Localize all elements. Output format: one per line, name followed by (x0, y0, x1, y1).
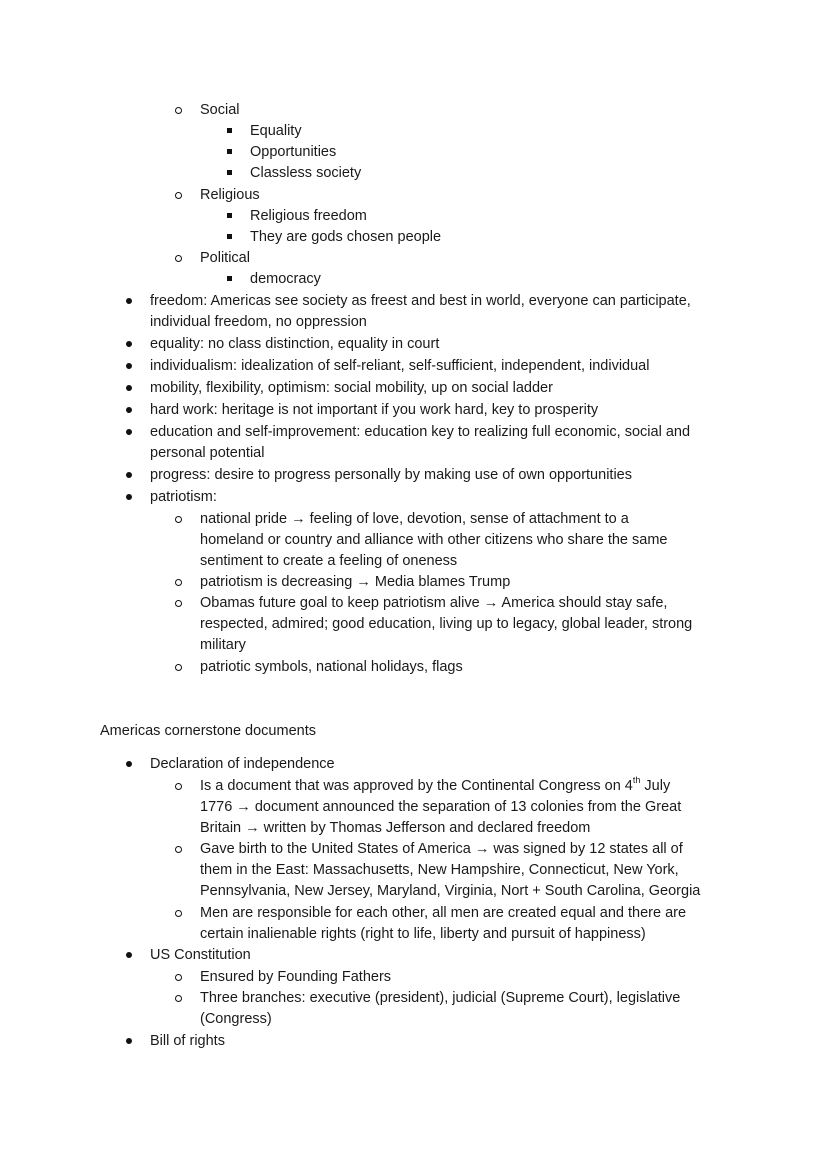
outline-text: Religious freedom (250, 208, 367, 224)
outline-item-mobility (0, 378, 828, 399)
outline-text: certain inalienable rights (right to life, liberty and pursuit of happiness) (200, 926, 646, 942)
outline-continuation (0, 530, 828, 551)
outline-text: patriotism: (150, 489, 217, 505)
outline-text: Ensured by Founding Fathers (200, 969, 392, 985)
outline-text: Classless society (250, 165, 362, 181)
outline-text: They are gods chosen people (250, 229, 442, 245)
outline-text: Political (200, 250, 250, 266)
outline-continuation (0, 797, 828, 818)
outline-item-hard-work (0, 400, 828, 421)
outline-text: equality: no class distinction, equality in court (150, 336, 440, 352)
outline-text: sentiment to create a feeling of oneness (200, 553, 458, 569)
outline-item-individualism (0, 356, 828, 377)
text-segment: Is a document that was approved by the Continental Congress on 4 (200, 778, 633, 794)
ordinal-suffix: th (632, 775, 641, 786)
outline-text: national pride → feeling of love, devotion, sense of attachment to a (200, 511, 629, 527)
bullet-icon (126, 952, 132, 958)
bullet-icon (126, 363, 132, 369)
outline-text: democracy (250, 271, 321, 287)
outline-item-decreasing (0, 572, 828, 593)
outline-item-religious (0, 185, 828, 206)
outline-continuation (0, 1009, 828, 1030)
outline-text: freedom: Americas see society as freest and best in world, everyone can participate, (150, 293, 691, 309)
outline-text: Pennsylvania, New Jersey, Maryland, Virginia, Nort + South Carolina, Georgia (200, 883, 701, 899)
outline-text: respected, admired; good education, living up to legacy, global leader, strong (200, 616, 693, 632)
outline-continuation (0, 818, 828, 839)
outline-continuation (0, 312, 828, 333)
outline-text: homeland or country and alliance with other citizens who share the same (200, 532, 668, 548)
outline-item-constitution (0, 945, 828, 966)
outline-text: mobility, flexibility, optimism: social mobility, up on social ladder (150, 380, 553, 396)
bullet-icon (126, 407, 132, 413)
outline-item (0, 269, 828, 290)
outline-continuation (0, 881, 828, 902)
outline-item-education (0, 422, 828, 443)
outline-text: education and self-improvement: education key to realizing full economic, social and (150, 424, 691, 440)
bullet-icon (126, 385, 132, 391)
outline-text: patriotism is decreasing → Media blames Trump (200, 574, 511, 590)
outline-text (200, 776, 670, 797)
outline-item-rights (0, 903, 828, 924)
outline-item (0, 227, 828, 248)
circle-bullet-icon (175, 974, 182, 981)
section-heading-text: Americas cornerstone documents (100, 723, 316, 739)
outline-item-founders (0, 967, 828, 988)
outline-item-national-pride (0, 509, 828, 530)
outline-text: military (200, 637, 246, 653)
outline-item (0, 142, 828, 163)
outline-text: patriotic symbols, national holidays, flags (200, 659, 463, 675)
circle-bullet-icon (175, 783, 182, 790)
square-bullet-icon (227, 276, 232, 281)
outline-text: Bill of rights (150, 1033, 225, 1049)
text-segment: July (640, 778, 671, 794)
outline-item-branches (0, 988, 828, 1009)
outline-text: Declaration of independence (150, 756, 335, 772)
bullet-icon (126, 472, 132, 478)
outline-text: Social (200, 102, 240, 118)
outline-text: 1776 → document announced the separation of 13 colonies from the Great (200, 799, 682, 815)
outline-text: progress: desire to progress personally by making use of own opportunities (150, 467, 632, 483)
circle-bullet-icon (175, 600, 182, 607)
outline-text: Equality (250, 123, 302, 139)
outline-text: Opportunities (250, 144, 337, 160)
outline-item-obama (0, 593, 828, 614)
square-bullet-icon (227, 170, 232, 175)
outline-item-progress (0, 465, 828, 486)
square-bullet-icon (227, 234, 232, 239)
outline-item-birth (0, 839, 828, 860)
circle-bullet-icon (175, 579, 182, 586)
outline-text: Obamas future goal to keep patriotism alive → America should stay safe, (200, 595, 668, 611)
square-bullet-icon (227, 213, 232, 218)
outline-item-patriotism (0, 487, 828, 508)
circle-bullet-icon (175, 255, 182, 262)
outline-text: Gave birth to the United States of America → was signed by 12 states all of (200, 841, 683, 857)
circle-bullet-icon (175, 664, 182, 671)
outline-text: Three branches: executive (president), judicial (Supreme Court), legislative (200, 990, 681, 1006)
circle-bullet-icon (175, 846, 182, 853)
outline-item (0, 121, 828, 142)
bullet-icon (126, 429, 132, 435)
outline-text: (Congress) (200, 1011, 272, 1027)
outline-text: Britain → written by Thomas Jefferson and declared freedom (200, 820, 591, 836)
outline-continuation (0, 614, 828, 635)
square-bullet-icon (227, 128, 232, 133)
square-bullet-icon (227, 149, 232, 154)
outline-continuation (0, 635, 828, 656)
bullet-icon (126, 1038, 132, 1044)
bullet-icon (126, 298, 132, 304)
section-heading (0, 721, 828, 742)
outline-text: US Constitution (150, 947, 251, 963)
outline-continuation (0, 443, 828, 464)
outline-continuation (0, 551, 828, 572)
outline-item-freedom (0, 291, 828, 312)
circle-bullet-icon (175, 516, 182, 523)
outline-continuation (0, 924, 828, 945)
outline-item-political (0, 248, 828, 269)
outline-text: individual freedom, no oppression (150, 314, 367, 330)
circle-bullet-icon (175, 192, 182, 199)
outline-text: personal potential (150, 445, 265, 461)
outline-item-social (0, 100, 828, 121)
outline-item-symbols (0, 657, 828, 678)
outline-text: Religious (200, 187, 260, 203)
outline-text: Men are responsible for each other, all men are created equal and there are (200, 905, 687, 921)
bullet-icon (126, 341, 132, 347)
outline-item-equality (0, 334, 828, 355)
outline-text: hard work: heritage is not important if you work hard, key to prosperity (150, 402, 599, 418)
outline-item (0, 206, 828, 227)
outline-text: individualism: idealization of self-reliant, self-sufficient, independent, individual (150, 358, 650, 374)
outline-continuation (0, 860, 828, 881)
outline-item-approved (0, 776, 828, 797)
outline-item-bill-of-rights (0, 1031, 828, 1052)
bullet-icon (126, 761, 132, 767)
outline-item (0, 163, 828, 184)
circle-bullet-icon (175, 995, 182, 1002)
circle-bullet-icon (175, 910, 182, 917)
circle-bullet-icon (175, 107, 182, 114)
bullet-icon (126, 494, 132, 500)
outline-item-declaration (0, 754, 828, 775)
outline-text: them in the East: Massachusetts, New Hampshire, Connecticut, New York, (200, 862, 679, 878)
